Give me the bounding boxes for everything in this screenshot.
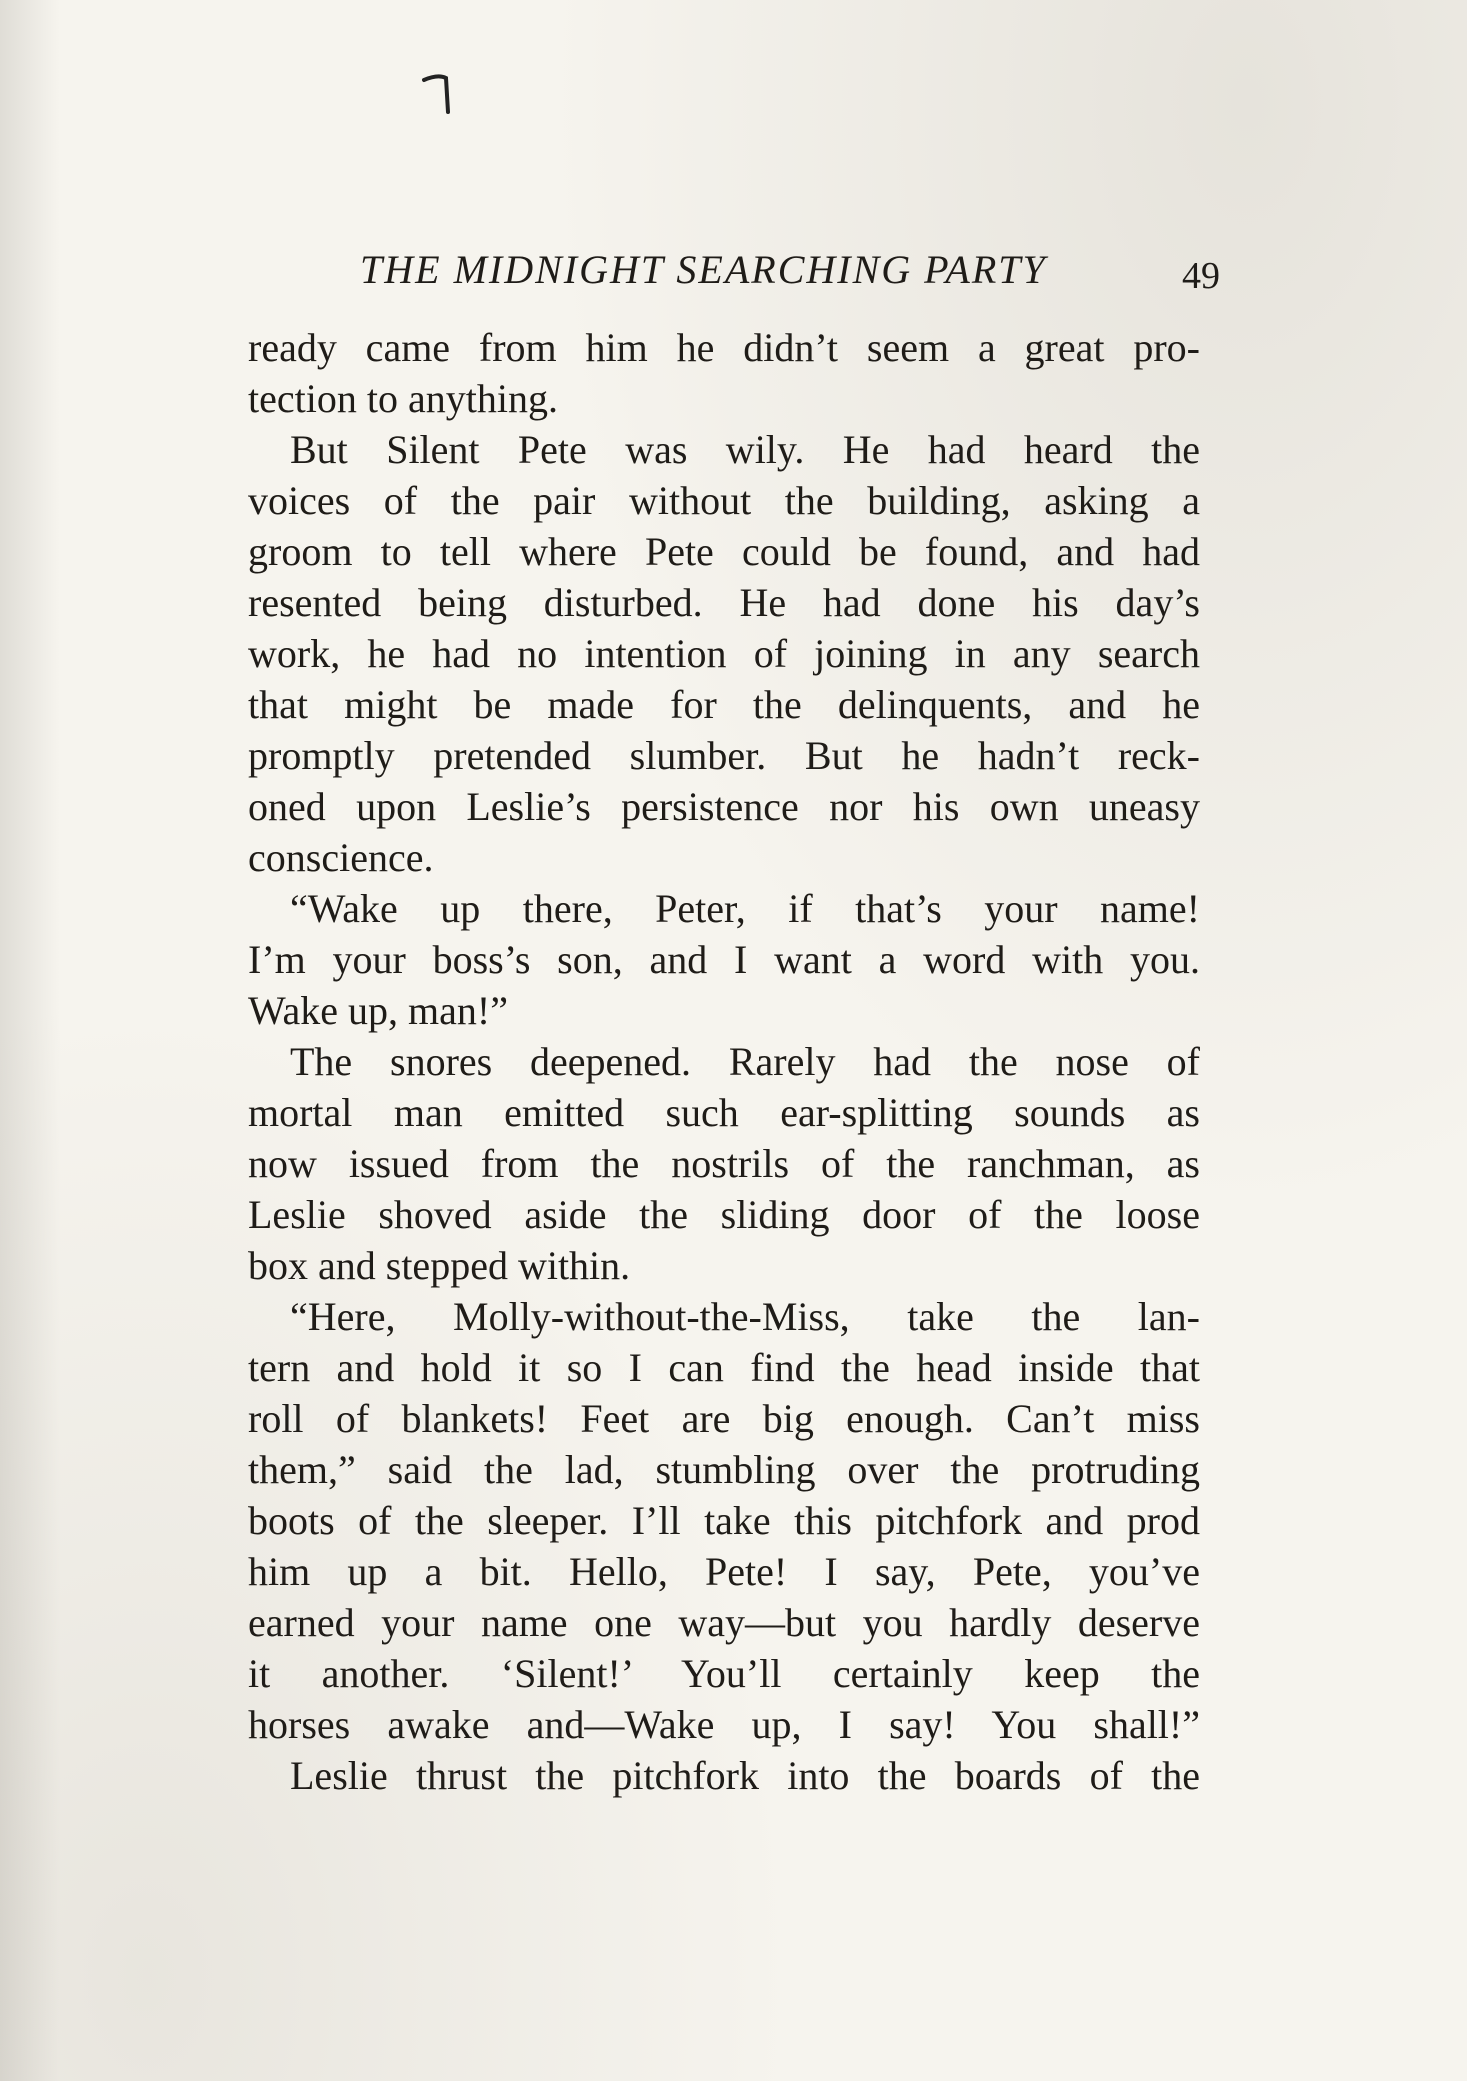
text-line: “Wake up there, Peter, if that’s your name! [290, 886, 1200, 931]
running-head [340, 240, 1220, 300]
text-line: resented being disturbed. He had done his day’s [248, 580, 1200, 625]
text-line: Wake up, man!” [248, 988, 508, 1033]
gutter-shadow [0, 0, 60, 2081]
text-line: roll of blankets! Feet are big enough. Can’t miss [248, 1396, 1200, 1441]
page-number: 49 [1182, 255, 1220, 297]
text-line: ready came from him he didn’t seem a great pro- [248, 325, 1200, 370]
body-text [248, 322, 1200, 1801]
text-line: promptly pretended slumber. But he hadn’t reck- [248, 733, 1200, 778]
text-line: The snores deepened. Rarely had the nose of [290, 1039, 1200, 1084]
text-line: it another. ‘Silent!’ You’ll certainly keep the [248, 1651, 1200, 1696]
text-line: Leslie thrust the pitchfork into the boards of the [290, 1753, 1200, 1798]
text-line: box and stepped within. [248, 1243, 631, 1288]
text-line: tern and hold it so I can find the head inside that [248, 1345, 1200, 1390]
text-line: boots of the sleeper. I’ll take this pitchfork and prod [248, 1498, 1200, 1543]
text-line: that might be made for the delinquents, and he [248, 682, 1200, 727]
text-line: work, he had no intention of joining in any search [248, 631, 1200, 676]
text-line: them,” said the lad, stumbling over the protruding [248, 1447, 1200, 1492]
text-line: now issued from the nostrils of the ranchman, as [248, 1141, 1200, 1186]
text-line: him up a bit. Hello, Pete! I say, Pete, you’ve [248, 1549, 1200, 1594]
text-line: earned your name one way—but you hardly deserve [248, 1600, 1200, 1645]
running-head-title: THE MIDNIGHT SEARCHING PARTY [360, 247, 1047, 292]
text-line: oned upon Leslie’s persistence nor his own uneasy [248, 784, 1200, 829]
text-line: mortal man emitted such ear-splitting sounds as [248, 1090, 1200, 1135]
text-line: Leslie shoved aside the sliding door of the loose [248, 1192, 1200, 1237]
pencil-mark-icon [420, 72, 460, 118]
text-line: But Silent Pete was wily. He had heard the [290, 427, 1200, 472]
text-line: voices of the pair without the building, asking a [248, 478, 1200, 523]
text-line: I’m your boss’s son, and I want a word with you. [248, 937, 1200, 982]
text-line: “Here, Molly-without-the-Miss, take the lan- [290, 1294, 1200, 1339]
text-line: groom to tell where Pete could be found, and had [248, 529, 1200, 574]
text-line: conscience. [248, 835, 434, 880]
text-line: tection to anything. [248, 376, 558, 421]
text-line: horses awake and—Wake up, I say! You shall!” [248, 1702, 1200, 1747]
